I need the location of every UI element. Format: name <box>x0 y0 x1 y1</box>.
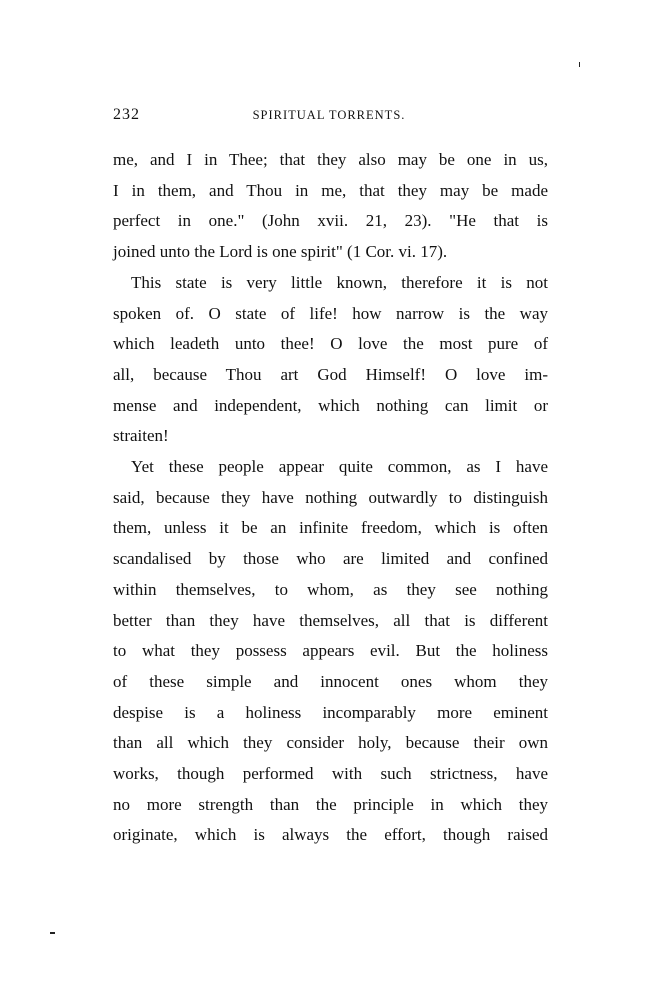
text-line: no more strength than the principle in which they <box>113 794 548 814</box>
text-line: better than they have themselves, all that is different <box>113 610 548 630</box>
text-line: joined unto the Lord is one spirit" (1 Cor. vi. 17). <box>113 242 448 262</box>
text-line: perfect in one." (John xvii. 21, 23). "He that is <box>113 211 548 231</box>
text-line: which leadeth unto thee! O love the most pure of <box>113 334 548 354</box>
text-line: straiten! <box>113 426 169 446</box>
text-line: all, because Thou art God Himself! O love im- <box>113 364 548 384</box>
text-line: said, because they have nothing outwardly to distinguish <box>113 487 548 507</box>
text-line: scandalised by those who are limited and confined <box>113 549 548 569</box>
text-line: of these simple and innocent ones whom they <box>113 671 548 691</box>
text-line: within themselves, to whom, as they see nothing <box>113 579 548 599</box>
scan-mark-bottom <box>50 932 55 934</box>
text-line: to what they possess appears evil. But the holiness <box>113 641 548 661</box>
paragraph <box>113 452 548 851</box>
page-number: 232 <box>113 106 140 123</box>
text-line: originate, which is always the effort, though raised <box>113 825 548 845</box>
text-line: mense and independent, which nothing can limit or <box>113 395 548 415</box>
text-line: Yet these people appear quite common, as I have <box>131 457 548 477</box>
text-line: me, and I in Thee; that they also may be one in us, <box>113 150 548 169</box>
paragraph <box>113 145 548 268</box>
body-text <box>113 145 548 851</box>
page-header <box>113 106 545 126</box>
text-line: them, unless it be an infinite freedom, which is often <box>113 518 548 538</box>
text-line: despise is a holiness incomparably more eminent <box>113 702 548 722</box>
text-line: spoken of. O state of life! how narrow is the way <box>113 303 548 323</box>
text-line: This state is very little known, therefore it is not <box>131 272 548 292</box>
text-line: than all which they consider holy, because their own <box>113 733 548 753</box>
text-line: works, though performed with such strictness, have <box>113 764 548 784</box>
paragraph <box>113 268 548 452</box>
running-title: SPIRITUAL TORRENTS. <box>252 108 406 122</box>
text-line: I in them, and Thou in me, that they may be made <box>113 180 548 200</box>
scan-mark-top <box>579 62 580 67</box>
